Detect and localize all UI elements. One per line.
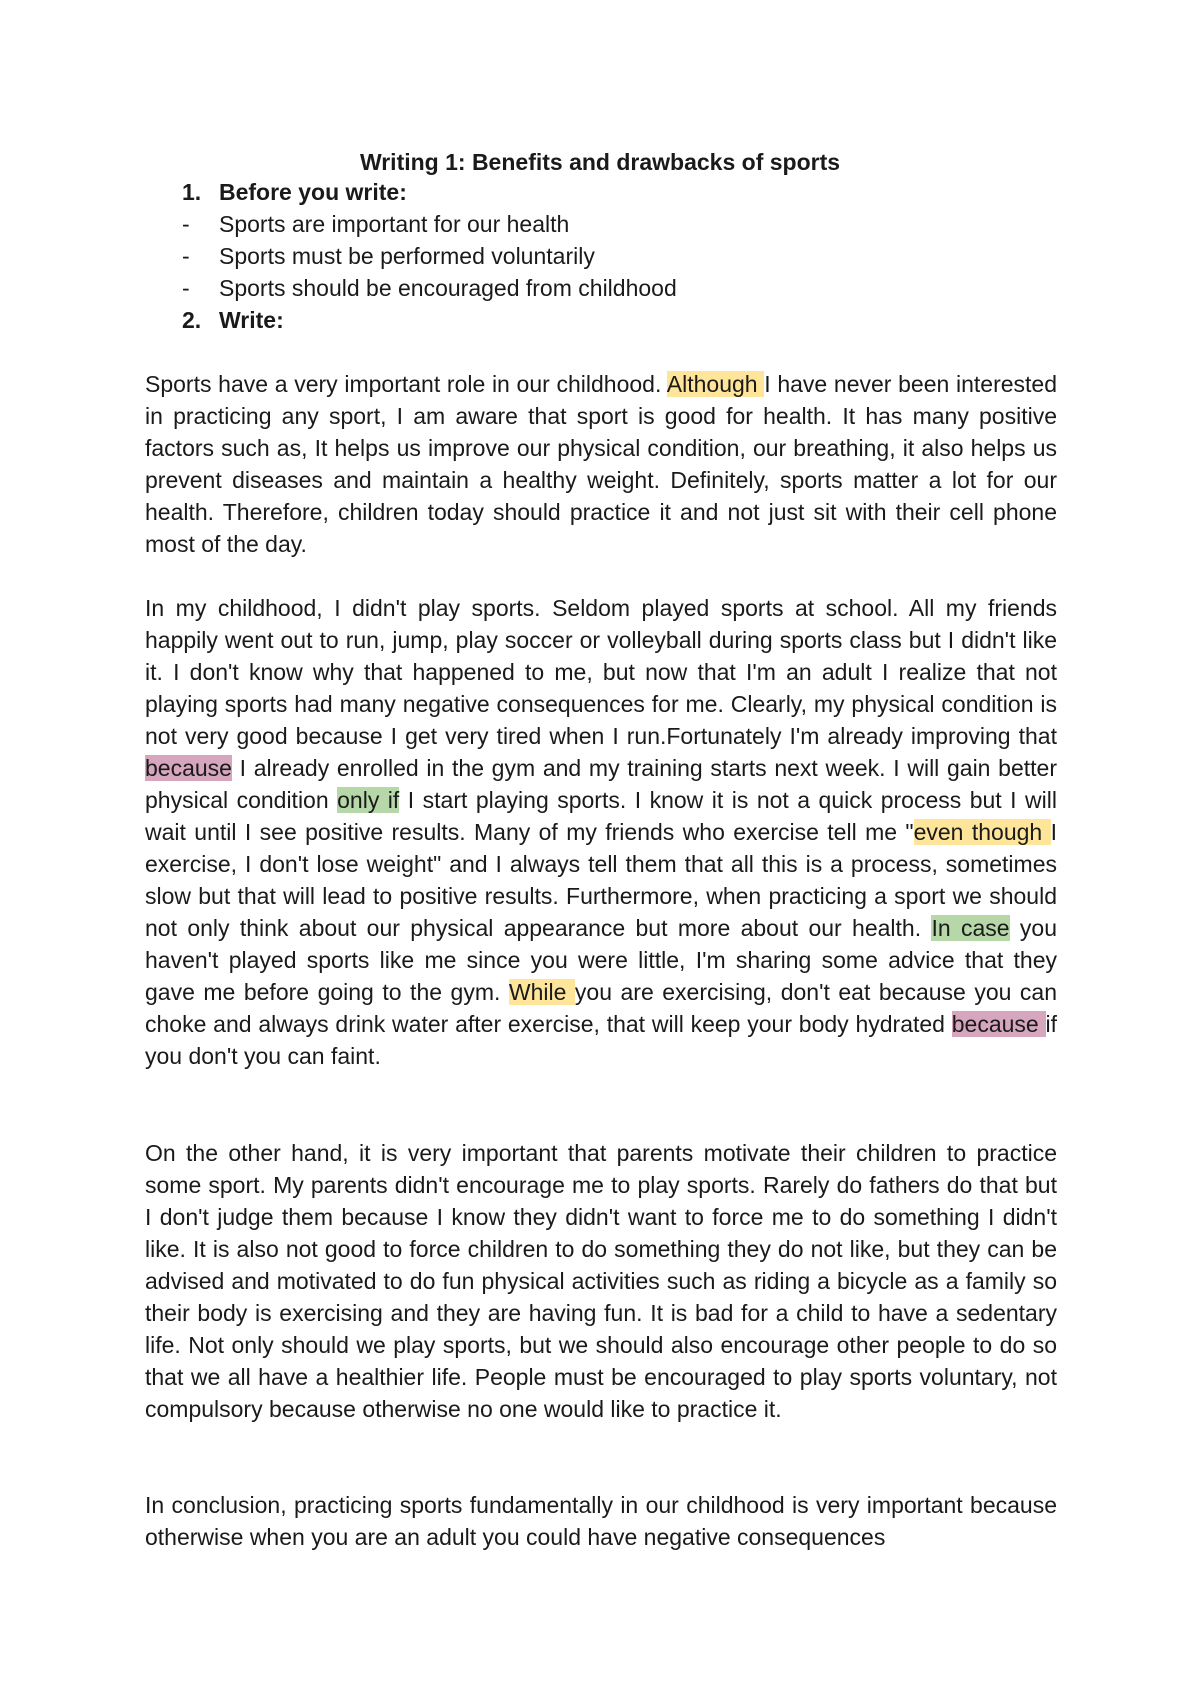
paragraph-text: if you don't you can faint. (145, 1011, 1057, 1069)
paragraph-text: In conclusion, practicing sports fundamentally in our childhood is very important because otherwise when you are an adult you could have negative consequences (145, 1492, 1057, 1550)
paragraph-text: I already enrolled in the gym and my training starts next week. I will gain better physical condition (145, 755, 1057, 813)
essay-paragraph (145, 1489, 1057, 1553)
section-number: 1. (182, 179, 202, 205)
paragraph-text: In my childhood, I didn't play sports. Seldom played sports at school. All my friends happily went out to run, jump, play soccer or volleyball during sports class but I didn't like it. I don't know why that happened to me, but now that I'm an adult I realize that not playing sports had many negative consequences for me. Clearly, my physical condition is not very good because I get very tired when I run.Fortunately I'm already improving that (145, 595, 1057, 749)
paragraph-text: I exercise, I don't lose weight" and I always tell them that all this is a process, sometimes slow but that will lead to positive results. Furthermore, when practicing a sport we should not only think about our physical appearance but more about our health. (145, 819, 1057, 941)
highlighted-connector: In case (931, 915, 1010, 941)
highlighted-connector: because (145, 755, 232, 781)
highlighted-connector: even though (913, 819, 1051, 845)
bullet-text: Sports should be encouraged from childhood (219, 275, 677, 301)
highlighted-connector: Although (666, 371, 765, 397)
highlighted-connector: While (508, 979, 575, 1005)
paragraph-text: I start playing sports. I know it is not a quick process but I will wait until I see positive results. Many of my friends who exercise tell me " (145, 787, 1057, 845)
section-heading-write (182, 304, 284, 336)
bullet-item (182, 208, 570, 240)
bullet-text: Sports are important for our health (219, 211, 570, 237)
paragraph-text: I have never been interested in practicing any sport, I am aware that sport is good for health. It has many positive factors such as, It helps us improve our physical condition, our breathing, it also helps us prevent diseases and maintain a healthy weight. Definitely, sports matter a lot for our health. Therefore, children today should practice it and not just sit with their cell phone most of the day. (145, 371, 1057, 557)
bullet-item (182, 240, 595, 272)
section-label: Before you write: (219, 179, 407, 205)
bullet-marker: - (182, 211, 190, 237)
essay-paragraph (145, 592, 1057, 1072)
bullet-marker: - (182, 275, 190, 301)
bullet-item (182, 272, 677, 304)
bullet-text: Sports must be performed voluntarily (219, 243, 595, 269)
paragraph-text: you are exercising, don't eat because you can choke and always drink water after exercise, that will keep your body hydrated (145, 979, 1058, 1037)
highlighted-connector: only if (337, 787, 400, 813)
essay-paragraph (145, 368, 1057, 560)
section-heading-before-you-write (182, 176, 407, 208)
paragraph-text: On the other hand, it is very important that parents motivate their children to practice some sport. My parents didn't encourage me to play sports. Rarely do fathers do that but I don't judge them because I know they didn't want to force me to do something I didn't like. It is also not good to force children to do something they do not like, but they can be advised and motivated to do fun physical activities such as riding a bicycle as a family so their body is exercising and they are having fun. It is bad for a child to have a sedentary life. Not only should we play sports, but we should also encourage other people to do so that we all have a healthier life. People must be encouraged to play sports voluntary, not compulsory because otherwise no one would like to practice it. (145, 1140, 1057, 1422)
highlighted-connector: because (951, 1011, 1046, 1037)
section-label: Write: (219, 307, 284, 333)
document-title: Writing 1: Benefits and drawbacks of sports (359, 149, 841, 175)
bullet-marker: - (182, 243, 190, 269)
essay-paragraph (145, 1137, 1057, 1425)
paragraph-text: Sports have a very important role in our childhood. (145, 371, 667, 397)
paragraph-text: you haven't played sports like me since you were little, I'm sharing some advice that they gave me before going to the gym. (145, 915, 1058, 1005)
section-number: 2. (182, 307, 202, 333)
